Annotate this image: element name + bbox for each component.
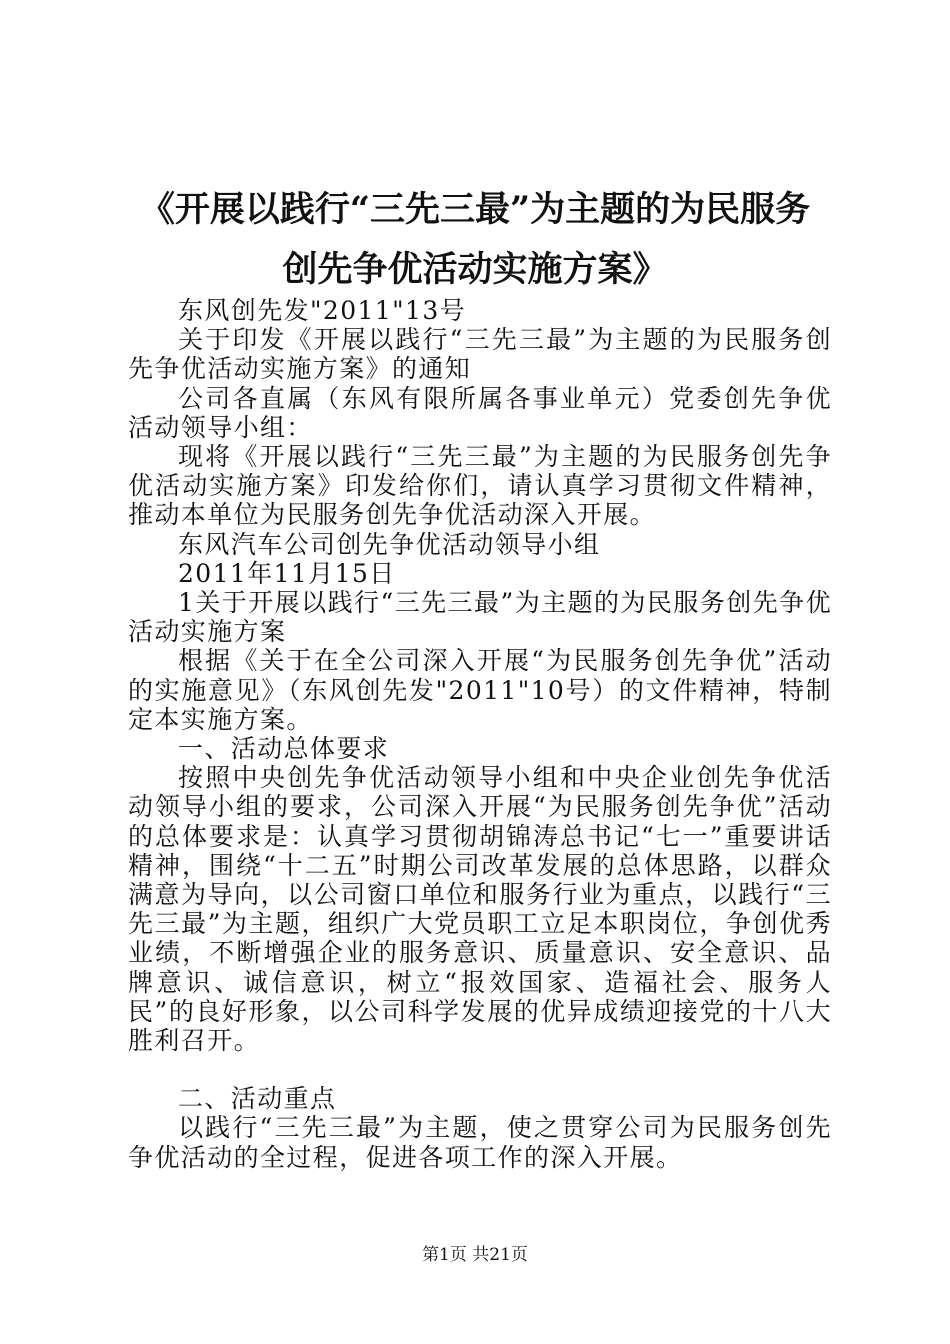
recipient-line: 公司各直属（东风有限所属各事业单元）党委创先争优活动领导小组： <box>128 383 832 442</box>
issue-date: 2011年11月15日 <box>178 558 396 588</box>
issuer-signature: 东风汽车公司创先争优活动领导小组 <box>178 529 601 559</box>
page-footer: 第1页 共21页 <box>422 1245 528 1265</box>
document-body <box>128 296 832 1172</box>
body-paragraph: 以践行“三先三最”为主题，使之贯穿公司为民服务创先争优活动的全过程，促进各项工作的深入开展。 <box>128 1113 832 1172</box>
notice-heading: 关于印发《开展以践行“三先三最”为主题的为民服务创先争优活动实施方案》的通知 <box>128 325 832 384</box>
document-number: 东风创先发"2011"13号 <box>178 296 467 325</box>
body-paragraph: 按照中央创先争优活动领导小组和中央企业创先争优活动领导小组的要求，公司深入开展“为民服务创先争优”活动的总体要求是：认真学习贯彻胡锦涛总书记“七一”重要讲话精神，围绕“十二五”时期公司改革发展的总体思路，以群众满意为导向，以公司窗口单位和服务行业为重点，以践行“三先三最”为主题，组织广大党员职工立足本职岗位，争创优秀业绩，不断增强企业的服务意识、质量意识、安全意识、品牌意识、诚信意识，树立“报效国家、造福社会、服务人民”的良好形象，以公司科学发展的优异成绩迎接党的十八大胜利召开。 <box>128 763 832 1056</box>
document-title-line-1: 《开展以践行“三先三最”为主题的为民服务 <box>139 189 811 230</box>
section-heading-1: 一、活动总体要求 <box>178 734 390 764</box>
body-paragraph: 根据《关于在全公司深入开展“为民服务创先争优”活动的实施意见》（东风创先发"2011"10号）的文件精神，特制定本实施方案。 <box>128 646 832 734</box>
section-heading-2: 二、活动重点 <box>178 1084 337 1114</box>
plan-heading: 1关于开展以践行“三先三最”为主题的为民服务创先争优活动实施方案 <box>128 588 832 647</box>
body-paragraph: 现将《开展以践行“三先三最”为主题的为民服务创先争优活动实施方案》印发给你们，请认真学习贯彻文件精神，推动本单位为民服务创先争优活动深入开展。 <box>128 442 832 530</box>
document-title-line-2: 创先争优活动实施方案》 <box>282 249 668 290</box>
